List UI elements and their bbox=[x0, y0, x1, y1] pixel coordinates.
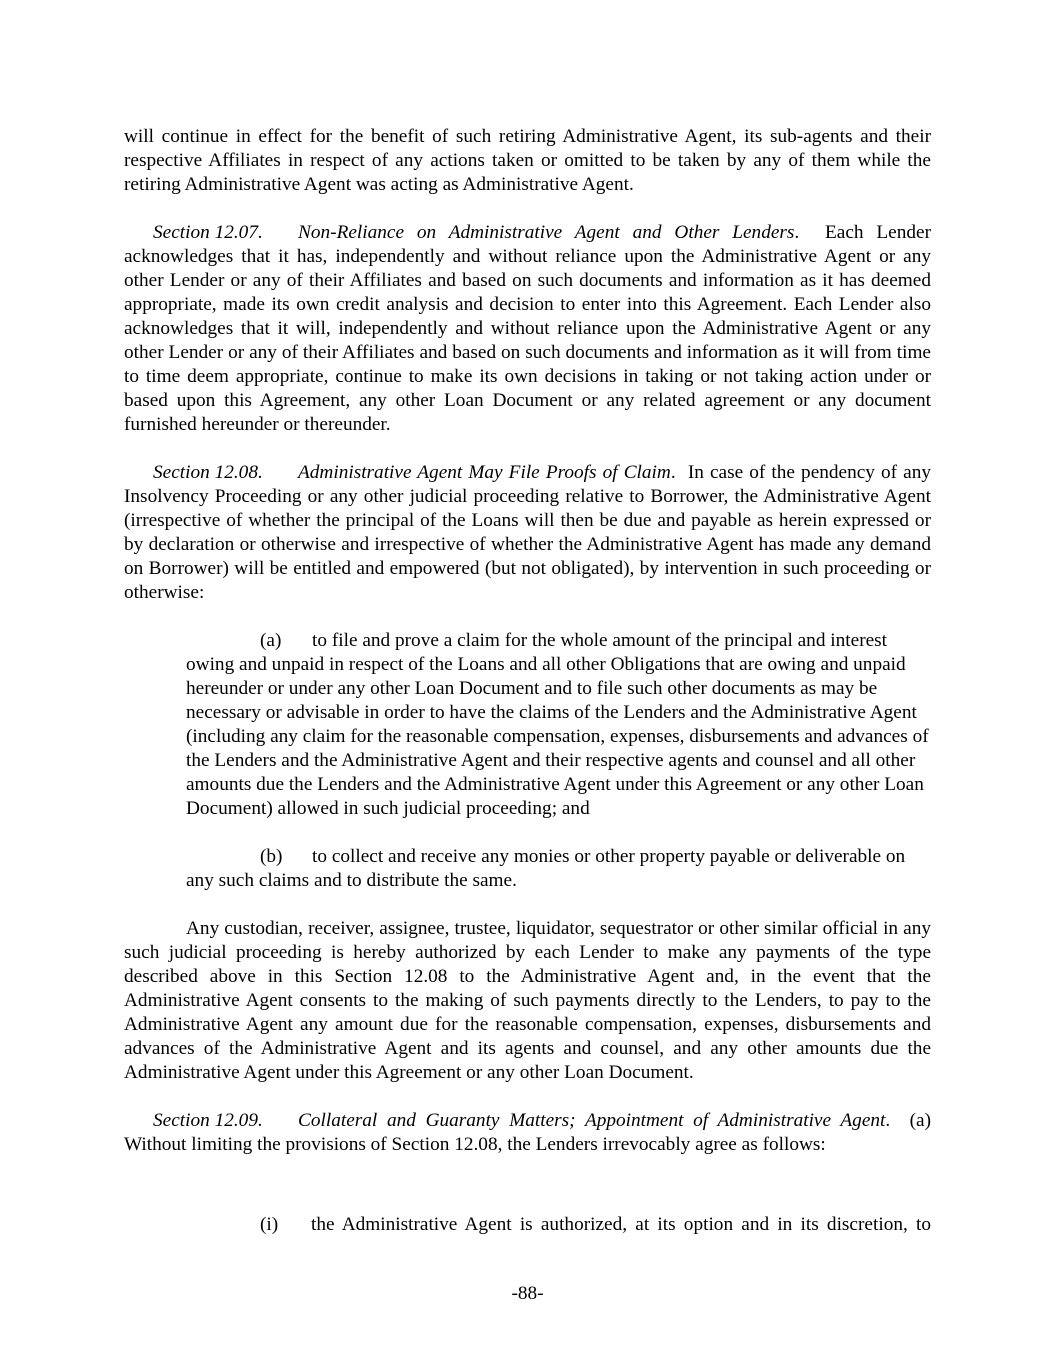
clause-i bbox=[260, 1213, 931, 1237]
section-number: Section 12.08. bbox=[153, 462, 263, 483]
clause-label: (b) bbox=[260, 846, 283, 867]
continuation-paragraph: will continue in effect for the benefit of such retiring Administrative Agent, its sub-agents and their respective Affiliates in respect of any actions taken or omitted to be taken by any of them while the retiring Administrative Agent was acting as Administrative Agent. bbox=[124, 126, 931, 195]
page-number: -88- bbox=[511, 1283, 544, 1304]
section-body: (a) Without limiting the provisions of Section 12.08, the Lenders irrevocably agree as follows: bbox=[124, 1110, 931, 1155]
section-12-07: Section 12.07. Non-Reliance on Administrative Agent and Other Lenders. Each Lender acknowledges that it has, independently and without reliance upon the Administrative Agent or any other Lender or any of their Affiliates and based on such documents and information as it has deemed appropriate, made its own credit analysis and decision to enter into this Agreement. Each Lender also acknowledges that it will, independently and without reliance upon the Administrative Agent or any other Lender or any of their Affiliates and based on such documents and information as it will from time to time deem appropriate, continue to make its own decisions in taking or not taking action under or based upon this Agreement, any other Loan Document or any related agreement or any document furnished hereunder or thereunder. bbox=[124, 222, 931, 435]
clause-label: (a) bbox=[260, 630, 282, 651]
section-12-09: Section 12.09. Collateral and Guaranty Matters; Appointment of Administrative Agent. (a) Without limiting the provisions of Section 12.08, the Lenders irrevocably agree as follows: bbox=[124, 1110, 931, 1155]
section-title: Non-Reliance on Administrative Agent and Other Lenders bbox=[298, 222, 795, 243]
section-title: Collateral and Guaranty Matters; Appointment of Administrative Agent bbox=[298, 1110, 886, 1131]
section-title: Administrative Agent May File Proofs of Claim bbox=[298, 462, 671, 483]
clause-b bbox=[186, 845, 931, 893]
section-body: In case of the pendency of any Insolvency Proceeding or any other judicial proceeding relative to Borrower, the Administrative Agent (irrespective of whether the principal of the Loans will then be due and payable as herein expressed or by declaration or otherwise and irrespective of whether the Administrative Agent has made any demand on Borrower) will be entitled and empowered (but not obligated), by intervention in such proceeding or otherwise: bbox=[124, 462, 931, 603]
section-number: Section 12.07. bbox=[153, 222, 263, 243]
custodian-paragraph: Any custodian, receiver, assignee, trustee, liquidator, sequestrator or other similar official in any such judicial proceeding is hereby authorized by each Lender to make any payments of the type described above in this Section 12.08 to the Administrative Agent and, in the event that the Administrative Agent consents to the making of such payments directly to the Lenders, to pay to the Administrative Agent any amount due for the reasonable compensation, expenses, disbursements and advances of the Administrative Agent and its agents and counsel, and any other amounts due the Administrative Agent under this Agreement or any other Loan Document. bbox=[124, 918, 931, 1083]
document-page bbox=[124, 125, 931, 1157]
section-12-08: Section 12.08. Administrative Agent May File Proofs of Claim. In case of the pendency of any Insolvency Proceeding or any other judicial proceeding relative to Borrower, the Administrative Agent (irrespective of whether the principal of the Loans will then be due and payable as herein expressed or by declaration or otherwise and irrespective of whether the Administrative Agent has made any demand on Borrower) will be entitled and empowered (but not obligated), by intervention in such proceeding or otherwise: bbox=[124, 462, 931, 603]
clause-text: to file and prove a claim for the whole amount of the principal and interest owing and unpaid in respect of the Loans and all other Obligations that are owing and unpaid hereunder or under any other Loan Document and to file such other documents as may be necessary or advisable in order to have the claims of the Lenders and the Administrative Agent (including any claim for the reasonable compensation, expenses, disbursements and advances of the Lenders and the Administrative Agent and their respective agents and counsel and all other amounts due the Lenders and the Administrative Agent under this Agreement or any other Loan Document) allowed in such judicial proceeding; and bbox=[186, 630, 929, 819]
clause-text: to collect and receive any monies or other property payable or deliverable on any such claims and to distribute the same. bbox=[186, 846, 906, 891]
section-body: Each Lender acknowledges that it has, independently and without reliance upon the Administrative Agent or any other Lender or any of their Affiliates and based on such documents and information as it has deemed appropriate, made its own credit analysis and decision to enter into this Agreement. Each Lender also acknowledges that it will, independently and without reliance upon the Administrative Agent or any other Lender or any of their Affiliates and based on such documents and information as it will from time to time deem appropriate, continue to make its own decisions in taking or not taking action under or based upon this Agreement, any other Loan Document or any related agreement or any document furnished hereunder or thereunder. bbox=[124, 222, 931, 435]
section-number: Section 12.09. bbox=[153, 1110, 263, 1131]
clause-label: (i) bbox=[260, 1214, 279, 1235]
clause-a bbox=[186, 629, 931, 821]
clause-text: the Administrative Agent is authorized, at its option and in its discretion, to bbox=[311, 1214, 931, 1235]
